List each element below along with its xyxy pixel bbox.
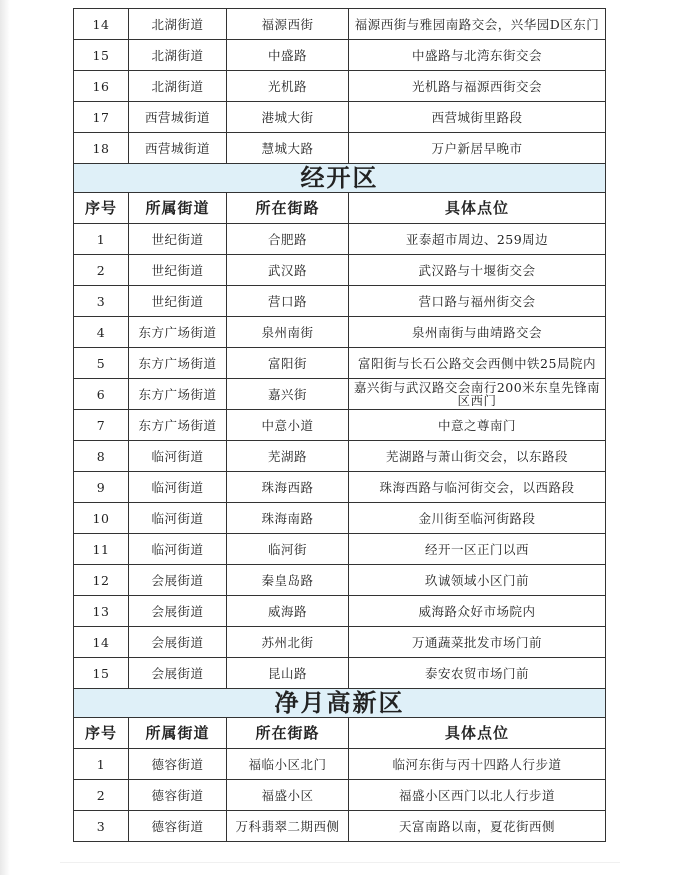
row-number: 2 bbox=[74, 780, 129, 811]
table-row bbox=[74, 627, 606, 658]
header-street: 所在街路 bbox=[227, 718, 349, 749]
street-cell: 慧城大路 bbox=[227, 133, 349, 164]
table-row bbox=[74, 71, 606, 102]
table-row bbox=[74, 286, 606, 317]
location-cell: 西营城街里路段 bbox=[349, 102, 606, 133]
street-cell: 泉州南街 bbox=[227, 317, 349, 348]
page-bottom-line bbox=[60, 862, 620, 863]
row-number: 3 bbox=[74, 286, 129, 317]
street-cell: 福源西街 bbox=[227, 9, 349, 40]
location-cell: 中盛路与北湾东街交会 bbox=[349, 40, 606, 71]
street-cell: 营口路 bbox=[227, 286, 349, 317]
row-number: 2 bbox=[74, 255, 129, 286]
page-edge-shadow bbox=[0, 0, 10, 875]
table-row bbox=[74, 780, 606, 811]
table-row bbox=[74, 410, 606, 441]
row-number: 1 bbox=[74, 749, 129, 780]
street-cell: 福盛小区 bbox=[227, 780, 349, 811]
row-number: 13 bbox=[74, 596, 129, 627]
table-row bbox=[74, 596, 606, 627]
street-cell: 合肥路 bbox=[227, 224, 349, 255]
location-cell: 嘉兴街与武汉路交会南行200米东皇先锋南区西门 bbox=[349, 379, 606, 410]
header-subdistrict: 所属街道 bbox=[129, 193, 227, 224]
street-cell: 中意小道 bbox=[227, 410, 349, 441]
table-row bbox=[74, 534, 606, 565]
subdistrict-cell: 北湖街道 bbox=[129, 9, 227, 40]
subdistrict-cell: 德容街道 bbox=[129, 780, 227, 811]
table-header-row bbox=[74, 193, 606, 224]
location-cell: 营口路与福州街交会 bbox=[349, 286, 606, 317]
subdistrict-cell: 会展街道 bbox=[129, 596, 227, 627]
row-number: 17 bbox=[74, 102, 129, 133]
street-market-table bbox=[73, 8, 606, 842]
table-row bbox=[74, 749, 606, 780]
street-cell: 昆山路 bbox=[227, 658, 349, 689]
header-location: 具体点位 bbox=[349, 718, 606, 749]
subdistrict-cell: 西营城街道 bbox=[129, 133, 227, 164]
table-header-row bbox=[74, 718, 606, 749]
header-subdistrict: 所属街道 bbox=[129, 718, 227, 749]
street-cell: 嘉兴街 bbox=[227, 379, 349, 410]
table-row bbox=[74, 658, 606, 689]
street-cell: 威海路 bbox=[227, 596, 349, 627]
row-number: 14 bbox=[74, 627, 129, 658]
subdistrict-cell: 临河街道 bbox=[129, 472, 227, 503]
street-cell: 武汉路 bbox=[227, 255, 349, 286]
header-number: 序号 bbox=[74, 718, 129, 749]
table-row bbox=[74, 811, 606, 842]
district-title: 经开区 bbox=[74, 164, 606, 193]
table-row bbox=[74, 9, 606, 40]
subdistrict-cell: 德容街道 bbox=[129, 811, 227, 842]
row-number: 15 bbox=[74, 40, 129, 71]
table-row bbox=[74, 102, 606, 133]
row-number: 6 bbox=[74, 379, 129, 410]
location-cell: 光机路与福源西街交会 bbox=[349, 71, 606, 102]
table-row bbox=[74, 255, 606, 286]
row-number: 14 bbox=[74, 9, 129, 40]
location-cell: 芜湖路与萧山街交会，以东路段 bbox=[349, 441, 606, 472]
row-number: 18 bbox=[74, 133, 129, 164]
street-cell: 中盛路 bbox=[227, 40, 349, 71]
subdistrict-cell: 德容街道 bbox=[129, 749, 227, 780]
table-row bbox=[74, 472, 606, 503]
subdistrict-cell: 会展街道 bbox=[129, 565, 227, 596]
row-number: 11 bbox=[74, 534, 129, 565]
location-cell: 武汉路与十堰街交会 bbox=[349, 255, 606, 286]
location-cell: 泰安农贸市场门前 bbox=[349, 658, 606, 689]
location-cell: 天富南路以南，夏花街西侧 bbox=[349, 811, 606, 842]
subdistrict-cell: 会展街道 bbox=[129, 627, 227, 658]
row-number: 10 bbox=[74, 503, 129, 534]
location-cell: 经开一区正门以西 bbox=[349, 534, 606, 565]
row-number: 12 bbox=[74, 565, 129, 596]
street-cell: 福临小区北门 bbox=[227, 749, 349, 780]
row-number: 1 bbox=[74, 224, 129, 255]
subdistrict-cell: 东方广场街道 bbox=[129, 410, 227, 441]
street-cell: 珠海西路 bbox=[227, 472, 349, 503]
street-cell: 临河街 bbox=[227, 534, 349, 565]
row-number: 16 bbox=[74, 71, 129, 102]
district-heading-jingyue bbox=[74, 689, 606, 718]
row-number: 7 bbox=[74, 410, 129, 441]
table-row bbox=[74, 503, 606, 534]
table-row bbox=[74, 317, 606, 348]
district-title: 净月高新区 bbox=[74, 689, 606, 718]
header-location: 具体点位 bbox=[349, 193, 606, 224]
header-street: 所在街路 bbox=[227, 193, 349, 224]
location-cell: 福源西街与雅园南路交会，兴华园D区东门 bbox=[349, 9, 606, 40]
street-cell: 秦皇岛路 bbox=[227, 565, 349, 596]
row-number: 4 bbox=[74, 317, 129, 348]
subdistrict-cell: 世纪街道 bbox=[129, 255, 227, 286]
location-cell: 泉州南街与曲靖路交会 bbox=[349, 317, 606, 348]
location-cell: 玖诚领域小区门前 bbox=[349, 565, 606, 596]
table-row bbox=[74, 441, 606, 472]
table-row bbox=[74, 348, 606, 379]
row-number: 3 bbox=[74, 811, 129, 842]
district-heading-jingkai bbox=[74, 164, 606, 193]
location-cell: 亚泰超市周边、259周边 bbox=[349, 224, 606, 255]
subdistrict-cell: 会展街道 bbox=[129, 658, 227, 689]
row-number: 8 bbox=[74, 441, 129, 472]
street-cell: 万科翡翠二期西侧 bbox=[227, 811, 349, 842]
table-row bbox=[74, 379, 606, 410]
header-number: 序号 bbox=[74, 193, 129, 224]
location-cell: 中意之尊南门 bbox=[349, 410, 606, 441]
subdistrict-cell: 临河街道 bbox=[129, 534, 227, 565]
street-cell: 苏州北街 bbox=[227, 627, 349, 658]
subdistrict-cell: 西营城街道 bbox=[129, 102, 227, 133]
street-cell: 芜湖路 bbox=[227, 441, 349, 472]
subdistrict-cell: 东方广场街道 bbox=[129, 317, 227, 348]
subdistrict-cell: 东方广场街道 bbox=[129, 348, 227, 379]
street-cell: 港城大街 bbox=[227, 102, 349, 133]
subdistrict-cell: 北湖街道 bbox=[129, 40, 227, 71]
row-number: 9 bbox=[74, 472, 129, 503]
table-row bbox=[74, 565, 606, 596]
subdistrict-cell: 东方广场街道 bbox=[129, 379, 227, 410]
location-cell: 威海路众好市场院内 bbox=[349, 596, 606, 627]
location-cell: 福盛小区西门以北人行步道 bbox=[349, 780, 606, 811]
row-number: 5 bbox=[74, 348, 129, 379]
subdistrict-cell: 临河街道 bbox=[129, 503, 227, 534]
table-row bbox=[74, 40, 606, 71]
subdistrict-cell: 临河街道 bbox=[129, 441, 227, 472]
location-cell: 珠海西路与临河街交会，以西路段 bbox=[349, 472, 606, 503]
street-cell: 光机路 bbox=[227, 71, 349, 102]
location-cell: 万户新居早晚市 bbox=[349, 133, 606, 164]
location-cell: 万通蔬菜批发市场门前 bbox=[349, 627, 606, 658]
table-row bbox=[74, 133, 606, 164]
street-cell: 珠海南路 bbox=[227, 503, 349, 534]
subdistrict-cell: 世纪街道 bbox=[129, 286, 227, 317]
location-cell: 金川街至临河街路段 bbox=[349, 503, 606, 534]
location-cell: 富阳街与长石公路交会西侧中铁25局院内 bbox=[349, 348, 606, 379]
subdistrict-cell: 世纪街道 bbox=[129, 224, 227, 255]
table-row bbox=[74, 224, 606, 255]
row-number: 15 bbox=[74, 658, 129, 689]
street-cell: 富阳街 bbox=[227, 348, 349, 379]
location-cell: 临河东街与丙十四路人行步道 bbox=[349, 749, 606, 780]
subdistrict-cell: 北湖街道 bbox=[129, 71, 227, 102]
